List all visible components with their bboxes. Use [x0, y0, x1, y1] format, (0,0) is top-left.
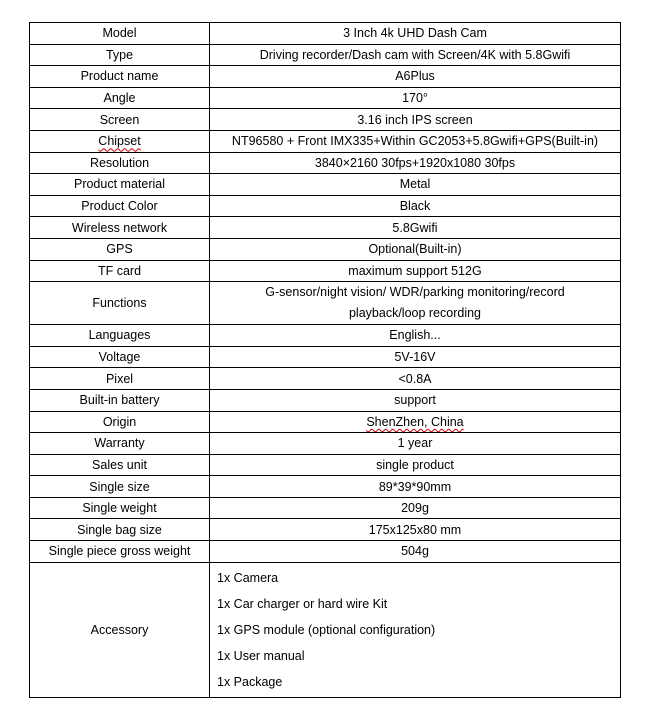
row-label: Model [30, 23, 210, 45]
row-label: Angle [30, 87, 210, 109]
table-row [30, 476, 621, 498]
row-value: Metal [210, 174, 621, 196]
row-label: Single weight [30, 497, 210, 519]
list-item: 1x Package [217, 674, 283, 689]
row-value: <0.8A [210, 368, 621, 390]
row-label: Type [30, 44, 210, 66]
accessory-list [210, 562, 621, 697]
row-value: 5V-16V [210, 346, 621, 368]
row-label: Product name [30, 66, 210, 88]
row-label: Single piece gross weight [30, 541, 210, 563]
row-value: Black [210, 195, 621, 217]
spec-table [29, 22, 621, 698]
table-row [30, 368, 621, 390]
row-label: Accessory [30, 562, 210, 697]
table-row [30, 519, 621, 541]
row-value: NT96580 + Front IMX335+Within GC2053+5.8Gwifi+GPS(Built-in) [210, 130, 621, 152]
row-value: 170° [210, 87, 621, 109]
table-row [30, 497, 621, 519]
table-row [30, 44, 621, 66]
table-row [30, 174, 621, 196]
row-label: Functions [30, 282, 210, 325]
row-label: Warranty [30, 433, 210, 455]
row-label: TF card [30, 260, 210, 282]
row-value-line: playback/loop recording [348, 306, 482, 321]
table-row [30, 454, 621, 476]
row-label: Product material [30, 174, 210, 196]
row-label: GPS [30, 238, 210, 260]
table-row [30, 433, 621, 455]
row-label: Sales unit [30, 454, 210, 476]
row-value [210, 411, 621, 433]
row-value: 89*39*90mm [210, 476, 621, 498]
row-label: Screen [30, 109, 210, 131]
row-label: Product Color [30, 195, 210, 217]
table-row [30, 152, 621, 174]
row-value: 5.8Gwifi [210, 217, 621, 239]
row-value: Driving recorder/Dash cam with Screen/4K with 5.8Gwifi [210, 44, 621, 66]
row-value: Optional(Built-in) [210, 238, 621, 260]
table-row [30, 130, 621, 152]
row-label: Wireless network [30, 217, 210, 239]
table-row [30, 217, 621, 239]
list-item: 1x Camera [217, 570, 279, 585]
table-row [30, 238, 621, 260]
row-value [210, 282, 621, 325]
table-row-accessory [30, 562, 621, 697]
row-value: 3840×2160 30fps+1920x1080 30fps [210, 152, 621, 174]
row-label: Voltage [30, 346, 210, 368]
row-value: 209g [210, 497, 621, 519]
row-label: Single bag size [30, 519, 210, 541]
spellcheck-underlined-text: Chipset [98, 134, 141, 149]
table-row [30, 195, 621, 217]
row-label: Built-in battery [30, 389, 210, 411]
table-row [30, 282, 621, 325]
table-row [30, 541, 621, 563]
row-value-line: G-sensor/night vision/ WDR/parking monitoring/record [265, 285, 565, 300]
row-value: A6Plus [210, 66, 621, 88]
table-row [30, 389, 621, 411]
row-label: Origin [30, 411, 210, 433]
row-value: support [210, 389, 621, 411]
list-item: 1x User manual [217, 648, 305, 663]
row-value: 1 year [210, 433, 621, 455]
row-value: 3 Inch 4k UHD Dash Cam [210, 23, 621, 45]
table-row [30, 66, 621, 88]
table-row [30, 346, 621, 368]
row-value: 504g [210, 541, 621, 563]
row-label: Single size [30, 476, 210, 498]
table-row [30, 87, 621, 109]
row-label [30, 130, 210, 152]
row-value: maximum support 512G [210, 260, 621, 282]
row-value: 175x125x80 mm [210, 519, 621, 541]
row-label: Pixel [30, 368, 210, 390]
row-value: English... [210, 325, 621, 347]
row-value: 3.16 inch IPS screen [210, 109, 621, 131]
list-item: 1x GPS module (optional configuration) [217, 622, 436, 637]
row-value: single product [210, 454, 621, 476]
spellcheck-underlined-text: ShenZhen, China [366, 414, 464, 429]
table-row [30, 109, 621, 131]
table-row [30, 325, 621, 347]
list-item: 1x Car charger or hard wire Kit [217, 596, 388, 611]
row-label: Languages [30, 325, 210, 347]
table-row [30, 260, 621, 282]
row-label: Resolution [30, 152, 210, 174]
table-row [30, 411, 621, 433]
table-row [30, 23, 621, 45]
